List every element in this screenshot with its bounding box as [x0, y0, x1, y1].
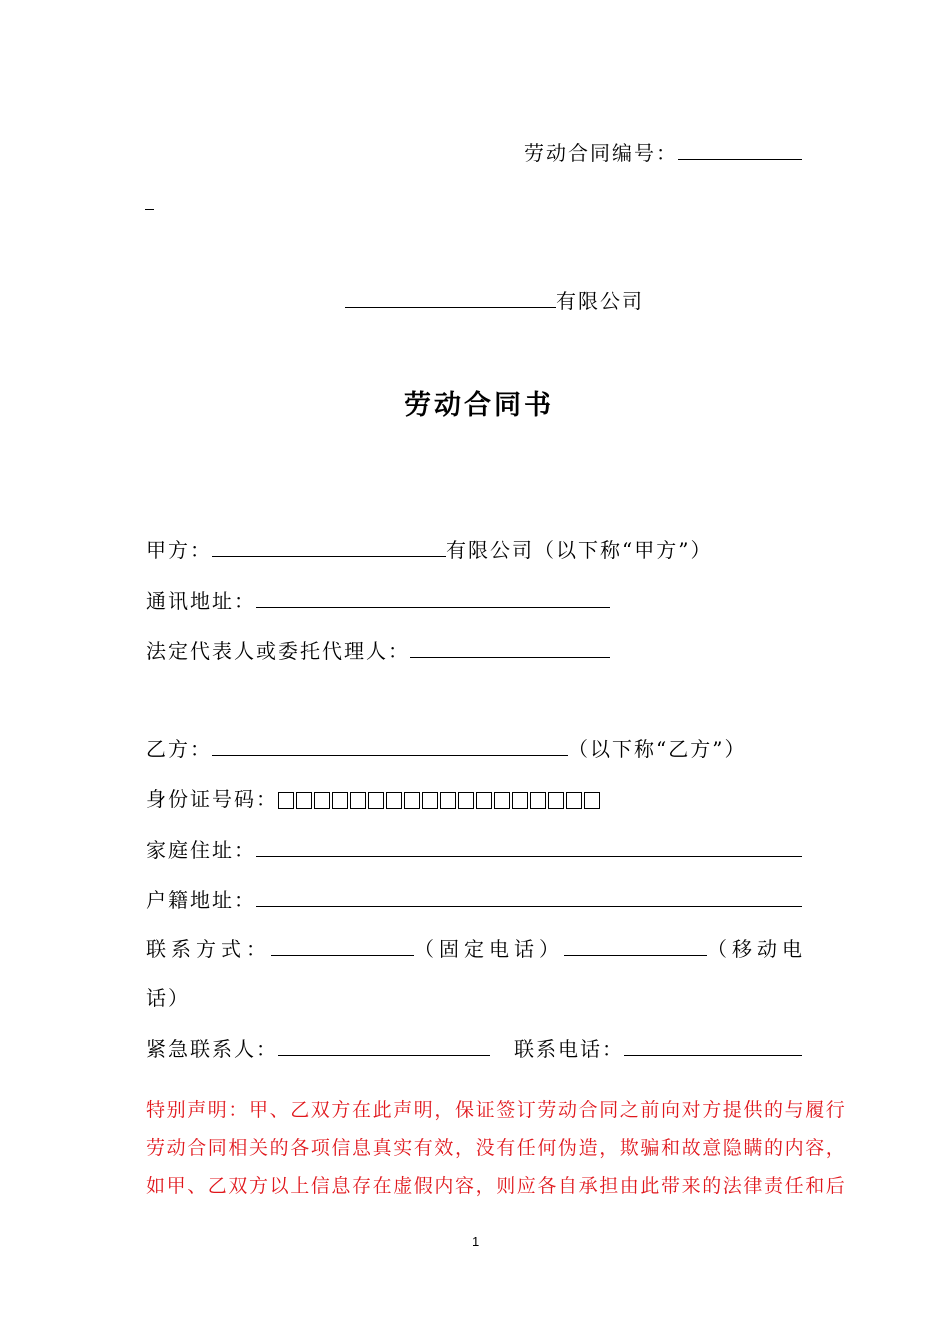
- party-b-contact-line: [146, 935, 807, 962]
- id-digit-box[interactable]: [422, 792, 438, 809]
- id-digit-box[interactable]: [458, 792, 474, 809]
- party-a-address-line: [146, 587, 610, 614]
- party-a-label: 甲方：: [146, 538, 212, 562]
- company-name-line: [345, 287, 644, 314]
- id-digit-box[interactable]: [530, 792, 546, 809]
- emergency-phone-blank[interactable]: [624, 1035, 802, 1056]
- id-digit-box[interactable]: [386, 792, 402, 809]
- party-a-suffix: 有限公司（以下称“甲方”）: [446, 538, 713, 562]
- party-a-representative-line: [146, 637, 610, 664]
- id-digit-box[interactable]: [278, 792, 294, 809]
- party-b-suffix: （以下称“乙方”）: [568, 737, 747, 761]
- notice-line-3: 如甲、乙双方以上信息存在虚假内容，则应各自承担由此带来的法律责任和后: [146, 1175, 847, 1197]
- page-number: 1: [472, 1234, 480, 1249]
- party-b-registered-address-line: [146, 886, 802, 913]
- notice-line-2: 劳动合同相关的各项信息真实有效，没有任何伪造，欺骗和故意隐瞒的内容，: [146, 1137, 847, 1159]
- company-suffix: 有限公司: [556, 289, 644, 313]
- mobile-label-part1: （移动电: [707, 937, 807, 961]
- id-digit-box[interactable]: [566, 792, 582, 809]
- emergency-contact-blank[interactable]: [278, 1035, 490, 1056]
- party-b-home-address-label: 家庭住址：: [146, 838, 256, 862]
- contract-number-line: [524, 139, 802, 166]
- party-b-line: [146, 735, 746, 762]
- party-a-line: [146, 536, 712, 563]
- id-digit-box[interactable]: [404, 792, 420, 809]
- company-name-blank[interactable]: [345, 287, 556, 308]
- party-b-id-label: 身份证号码：: [146, 787, 278, 811]
- party-a-address-label: 通讯地址：: [146, 589, 256, 613]
- id-digit-box[interactable]: [314, 792, 330, 809]
- contract-number-label: 劳动合同编号：: [524, 141, 678, 165]
- id-digit-box[interactable]: [296, 792, 312, 809]
- id-digit-box[interactable]: [548, 792, 564, 809]
- id-digit-box[interactable]: [494, 792, 510, 809]
- id-digit-box[interactable]: [440, 792, 456, 809]
- emergency-contact-line: [146, 1035, 490, 1062]
- id-digit-box[interactable]: [512, 792, 528, 809]
- emergency-phone-label: 联系电话：: [514, 1037, 624, 1061]
- id-number-boxes[interactable]: [278, 789, 602, 815]
- party-b-contact-label: 联系方式：: [146, 937, 271, 961]
- id-digit-box[interactable]: [350, 792, 366, 809]
- party-b-registered-address-label: 户籍地址：: [146, 888, 256, 912]
- party-a-address-blank[interactable]: [256, 587, 610, 608]
- document-title: 劳动合同书: [404, 390, 554, 421]
- landline-label: （固定电话）: [414, 937, 564, 961]
- emergency-contact-label: 紧急联系人：: [146, 1037, 278, 1061]
- party-a-name-blank[interactable]: [212, 536, 446, 557]
- party-b-home-address-blank[interactable]: [256, 836, 802, 857]
- notice-line-1: 特别声明：甲、乙双方在此声明，保证签订劳动合同之前向对方提供的与履行: [146, 1099, 847, 1121]
- contract-number-blank[interactable]: [678, 139, 802, 160]
- party-b-name-blank[interactable]: [212, 735, 568, 756]
- id-digit-box[interactable]: [476, 792, 492, 809]
- contract-number-blank-continuation[interactable]: [145, 204, 154, 210]
- party-a-representative-label: 法定代表人或委托代理人：: [146, 639, 410, 663]
- party-b-label: 乙方：: [146, 737, 212, 761]
- id-digit-box[interactable]: [368, 792, 384, 809]
- id-digit-box[interactable]: [584, 792, 600, 809]
- party-b-registered-address-blank[interactable]: [256, 886, 802, 907]
- emergency-phone-line: [514, 1035, 802, 1062]
- mobile-label-continuation: 话）: [146, 986, 190, 1010]
- party-b-home-address-line: [146, 836, 802, 863]
- party-b-id-line: [146, 786, 602, 815]
- id-digit-box[interactable]: [332, 792, 348, 809]
- mobile-blank[interactable]: [564, 935, 707, 956]
- landline-blank[interactable]: [271, 935, 414, 956]
- party-a-representative-blank[interactable]: [410, 637, 610, 658]
